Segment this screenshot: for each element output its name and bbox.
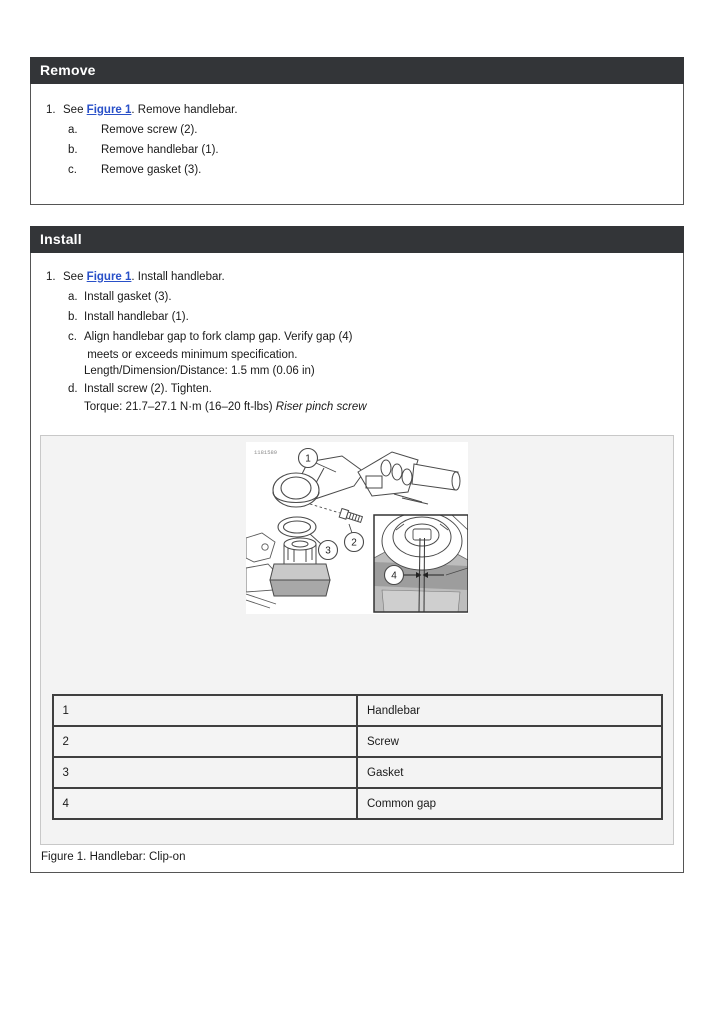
- gap-detail-inset: [374, 512, 468, 612]
- step-text-post: . Install handlebar.: [131, 271, 225, 283]
- remove-section-header: Remove: [30, 57, 684, 84]
- step-number: 1.: [46, 104, 56, 116]
- svg-text:1: 1: [305, 453, 311, 465]
- legend-item-label: Handlebar: [357, 695, 662, 726]
- substep-label: a.: [68, 124, 78, 136]
- remove-substep-c: [68, 160, 683, 180]
- table-row: [53, 788, 662, 819]
- substep-label: c.: [68, 331, 77, 343]
- figure-caption: Figure 1. Handlebar: Clip-on: [41, 851, 186, 863]
- legend-item-label: Screw: [357, 726, 662, 757]
- install-substep-c-line2: meets or exceeds minimum specification.: [84, 349, 298, 361]
- step-number: 1.: [46, 271, 56, 283]
- substep-label: c.: [68, 164, 77, 176]
- install-section-body: [30, 253, 684, 873]
- legend-item-number: 1: [53, 695, 358, 726]
- figure-legend-table: [52, 694, 663, 820]
- figure-panel: [40, 435, 674, 845]
- svg-text:2: 2: [351, 537, 357, 549]
- figure-1-link[interactable]: Figure 1: [86, 271, 132, 283]
- substep-label: b.: [68, 144, 78, 156]
- step-text-pre: See: [63, 104, 87, 116]
- table-row: [53, 726, 662, 757]
- install-substep-a: [68, 287, 683, 307]
- step-text: [63, 104, 238, 116]
- legend-item-number: 2: [53, 726, 358, 757]
- torque-value: Torque: 21.7–27.1 N·m (16–20 ft-lbs): [84, 401, 276, 413]
- substep-text: Remove screw (2).: [101, 124, 198, 136]
- figure-illustration: [41, 442, 673, 619]
- remove-section-body: [30, 84, 684, 205]
- remove-section: [30, 57, 684, 205]
- figure-1-link[interactable]: Figure 1: [86, 104, 132, 116]
- figure-image-id: 1181589: [254, 449, 278, 456]
- remove-substep-a: [68, 120, 683, 140]
- install-substep-d: [68, 379, 683, 399]
- substep-label: d.: [68, 383, 78, 395]
- substep-label: a.: [68, 291, 78, 303]
- legend-item-label: Gasket: [357, 757, 662, 788]
- legend-item-label: Common gap: [357, 788, 662, 819]
- install-substep-c-spec: Length/Dimension/Distance: 1.5 mm (0.06 in): [84, 365, 315, 377]
- substep-text: Remove handlebar (1).: [101, 144, 219, 156]
- handlebar-diagram: [246, 442, 468, 614]
- substep-text: Install screw (2). Tighten.: [84, 383, 212, 395]
- handlebar-clamp-ring: [273, 473, 319, 507]
- install-substep-b: [68, 307, 683, 327]
- substep-text: Install handlebar (1).: [84, 311, 189, 323]
- remove-substep-b: [68, 140, 683, 160]
- step-text-pre: See: [63, 271, 87, 283]
- install-section-header: Install: [30, 226, 684, 253]
- install-step-1: [31, 267, 683, 287]
- substep-text: Install gasket (3).: [84, 291, 172, 303]
- substep-label: b.: [68, 311, 78, 323]
- install-substep-d-torque: [84, 399, 683, 415]
- step-text-post: . Remove handlebar.: [131, 104, 238, 116]
- svg-text:4: 4: [391, 570, 397, 582]
- substep-text: Align handlebar gap to fork clamp gap. Verify gap (4): [84, 331, 353, 343]
- svg-text:3: 3: [325, 545, 331, 557]
- legend-item-number: 3: [53, 757, 358, 788]
- legend-item-number: 4: [53, 788, 358, 819]
- substep-text: Remove gasket (3).: [101, 164, 202, 176]
- table-row: [53, 757, 662, 788]
- install-section: [30, 226, 684, 873]
- torque-fastener-name: Riser pinch screw: [275, 401, 367, 413]
- install-substep-c: [68, 327, 683, 347]
- step-text: [63, 271, 225, 283]
- remove-step-1: [31, 100, 683, 120]
- table-row: [53, 695, 662, 726]
